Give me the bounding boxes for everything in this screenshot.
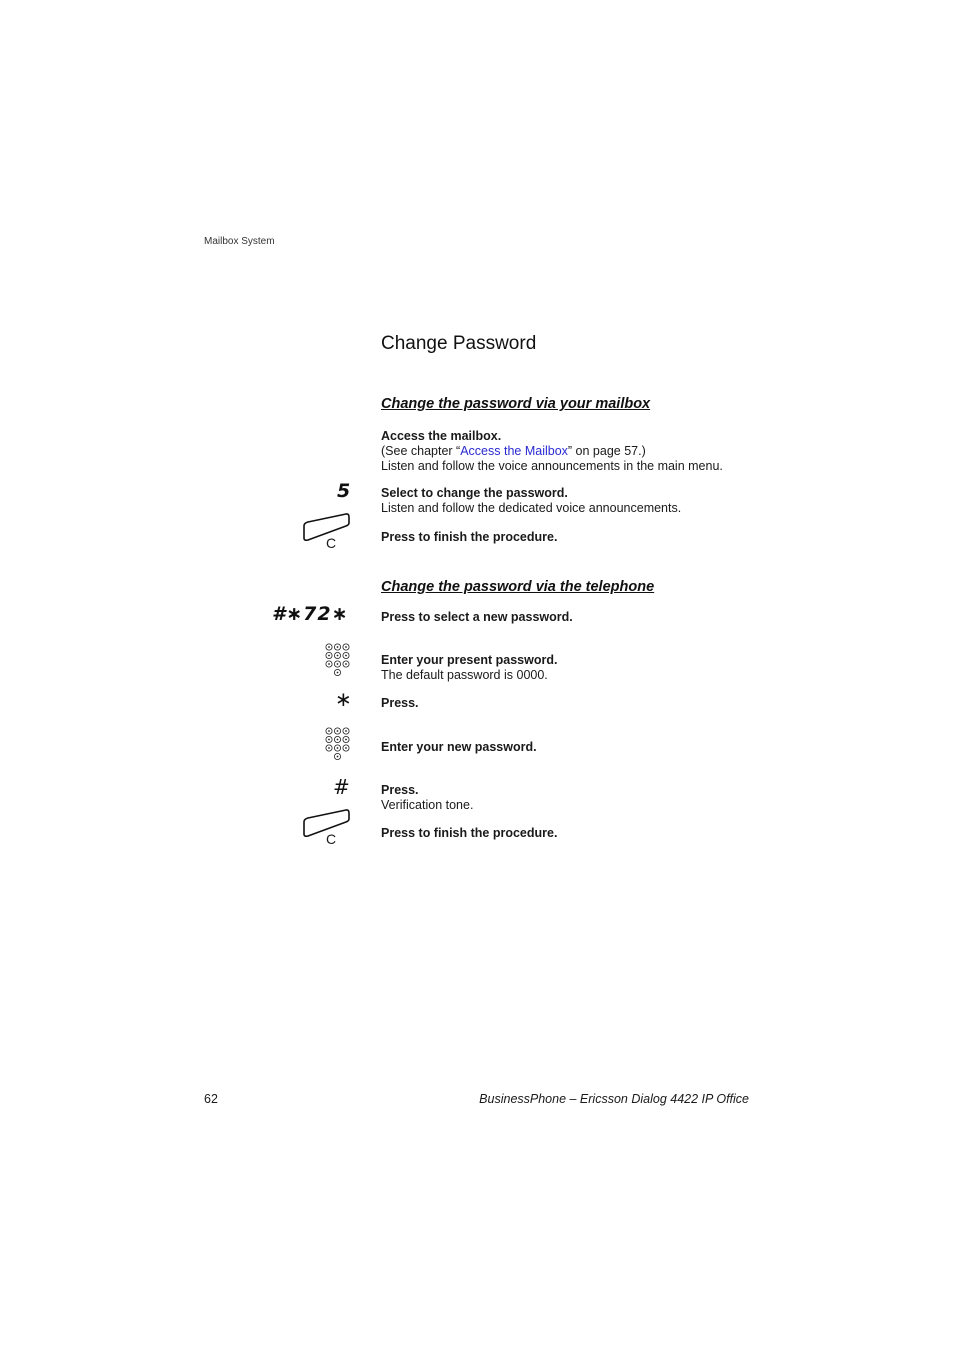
keypad-icon [325,643,351,679]
key-sequence-icon: #∗72∗ [272,603,349,625]
step-instruction: Select to change the password. [381,486,568,500]
access-mailbox-link[interactable]: Access the Mailbox [460,444,568,458]
keypad-key-dot [328,655,330,657]
step-press-star [381,696,801,711]
step-instruction: Press. [381,696,419,710]
keypad-key-dot [337,663,339,665]
step-note: Verification tone. [381,798,474,812]
star-key-icon: ∗ [335,687,352,711]
step-select-change [381,486,801,516]
clear-key-label: C [326,535,337,551]
keypad-key-dot [345,663,347,665]
keypad-key-dot [337,672,339,674]
step-instruction: Access the mailbox. [381,429,502,443]
section-heading-mailbox: Change the password via your mailbox [381,396,651,412]
key-5-icon: 5 [337,480,351,502]
page-number: 62 [204,1092,218,1106]
keypad-key-dot [328,663,330,665]
keypad-key-dot [345,655,347,657]
step-reference: (See chapter “Access the Mailbox” on page 57.) [381,444,646,458]
keypad-key-dot [337,730,339,732]
keypad-key-dot [345,730,347,732]
running-head: Mailbox System [204,236,275,247]
step-enter-new [381,740,801,755]
keypad-key-dot [337,655,339,657]
step-enter-present [381,653,801,683]
clear-key-icon [302,808,352,848]
clear-key-icon [302,512,352,552]
keypad-key-dot [345,747,347,749]
hash-key-icon: # [333,775,350,799]
step-finish-2 [381,826,801,841]
step-instruction: Press to finish the procedure. [381,530,558,544]
step-select-new-password [381,610,801,625]
keypad-key-dot [337,739,339,741]
step-note: Listen and follow the dedicated voice announcements. [381,501,682,515]
step-access-mailbox [381,429,801,474]
keypad-key-dot [337,756,339,758]
document-title: BusinessPhone – Ericsson Dialog 4422 IP Office [479,1092,749,1106]
keypad-key-dot [337,747,339,749]
keypad-icon [325,727,351,763]
keypad-key-dot [337,646,339,648]
keypad-key-dot [345,646,347,648]
step-finish-1 [381,530,801,545]
section-heading-telephone: Change the password via the telephone [381,579,655,595]
step-instruction: Enter your new password. [381,740,537,754]
page-title: Change Password [381,333,537,354]
keypad-key-dot [328,747,330,749]
step-instruction: Press to select a new password. [381,610,573,624]
step-note: The default password is 0000. [381,668,548,682]
step-note: Listen and follow the voice announcements in the main menu. [381,459,723,473]
step-instruction: Enter your present password. [381,653,558,667]
keypad-key-dot [328,730,330,732]
keypad-key-dot [345,739,347,741]
step-instruction: Press to finish the procedure. [381,826,558,840]
step-press-hash [381,783,801,813]
clear-key-label: C [326,831,337,847]
step-instruction: Press. [381,783,419,797]
keypad-key-dot [328,646,330,648]
keypad-key-dot [328,739,330,741]
